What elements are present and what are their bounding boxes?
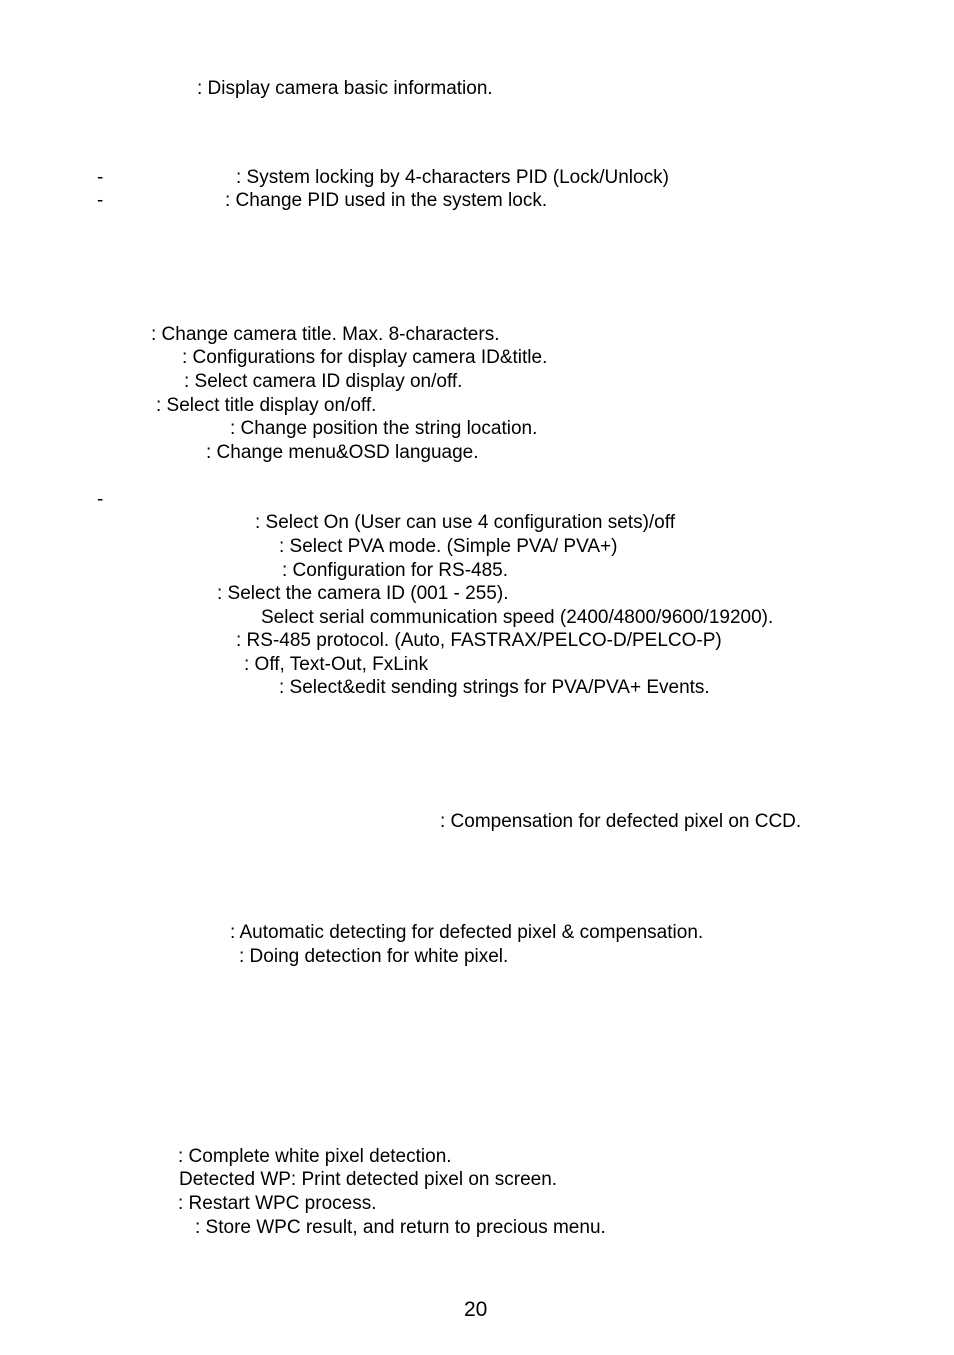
text-line: : Display camera basic information. xyxy=(197,78,493,99)
text-line: : Select PVA mode. (Simple PVA/ PVA+) xyxy=(279,536,618,557)
text-line: : Change menu&OSD language. xyxy=(206,442,479,463)
text-line: : Change position the string location. xyxy=(230,418,538,439)
text-line: : Select the camera ID (001 - 255). xyxy=(217,583,509,604)
text-line: : Doing detection for white pixel. xyxy=(239,946,509,967)
text-line: : Off, Text-Out, FxLink xyxy=(244,654,429,675)
text-line: : Configurations for display camera ID&title. xyxy=(182,347,548,368)
text-line: Select serial communication speed (2400/4800/9600/19200). xyxy=(261,607,774,628)
text-line: : Change PID used in the system lock. xyxy=(225,190,548,211)
dash-bullet: - xyxy=(97,190,104,211)
text-line: : Store WPC result, and return to precious menu. xyxy=(195,1217,606,1238)
text-line: : Complete white pixel detection. xyxy=(178,1146,452,1167)
text-line: : Select title display on/off. xyxy=(156,395,377,416)
text-line: : Restart WPC process. xyxy=(178,1193,377,1214)
dash-bullet: - xyxy=(97,167,104,188)
text-line: : System locking by 4-characters PID (Lock/Unlock) xyxy=(236,167,669,188)
text-line: : Select&edit sending strings for PVA/PVA+ Events. xyxy=(279,677,710,698)
text-line: : Select On (User can use 4 configuration sets)/off xyxy=(255,512,675,533)
text-line: : Select camera ID display on/off. xyxy=(184,371,463,392)
text-line: Detected WP: Print detected pixel on screen. xyxy=(179,1169,558,1190)
text-line: : Configuration for RS-485. xyxy=(282,560,509,581)
page-number: 20 xyxy=(464,1298,488,1321)
text-line: : RS-485 protocol. (Auto, FASTRAX/PELCO-D/PELCO-P) xyxy=(236,630,722,651)
text-line: : Change camera title. Max. 8-characters. xyxy=(151,324,500,345)
text-line: : Compensation for defected pixel on CCD. xyxy=(440,811,802,832)
text-line: : Automatic detecting for defected pixel & compensation. xyxy=(230,922,704,943)
dash-bullet: - xyxy=(97,489,104,510)
